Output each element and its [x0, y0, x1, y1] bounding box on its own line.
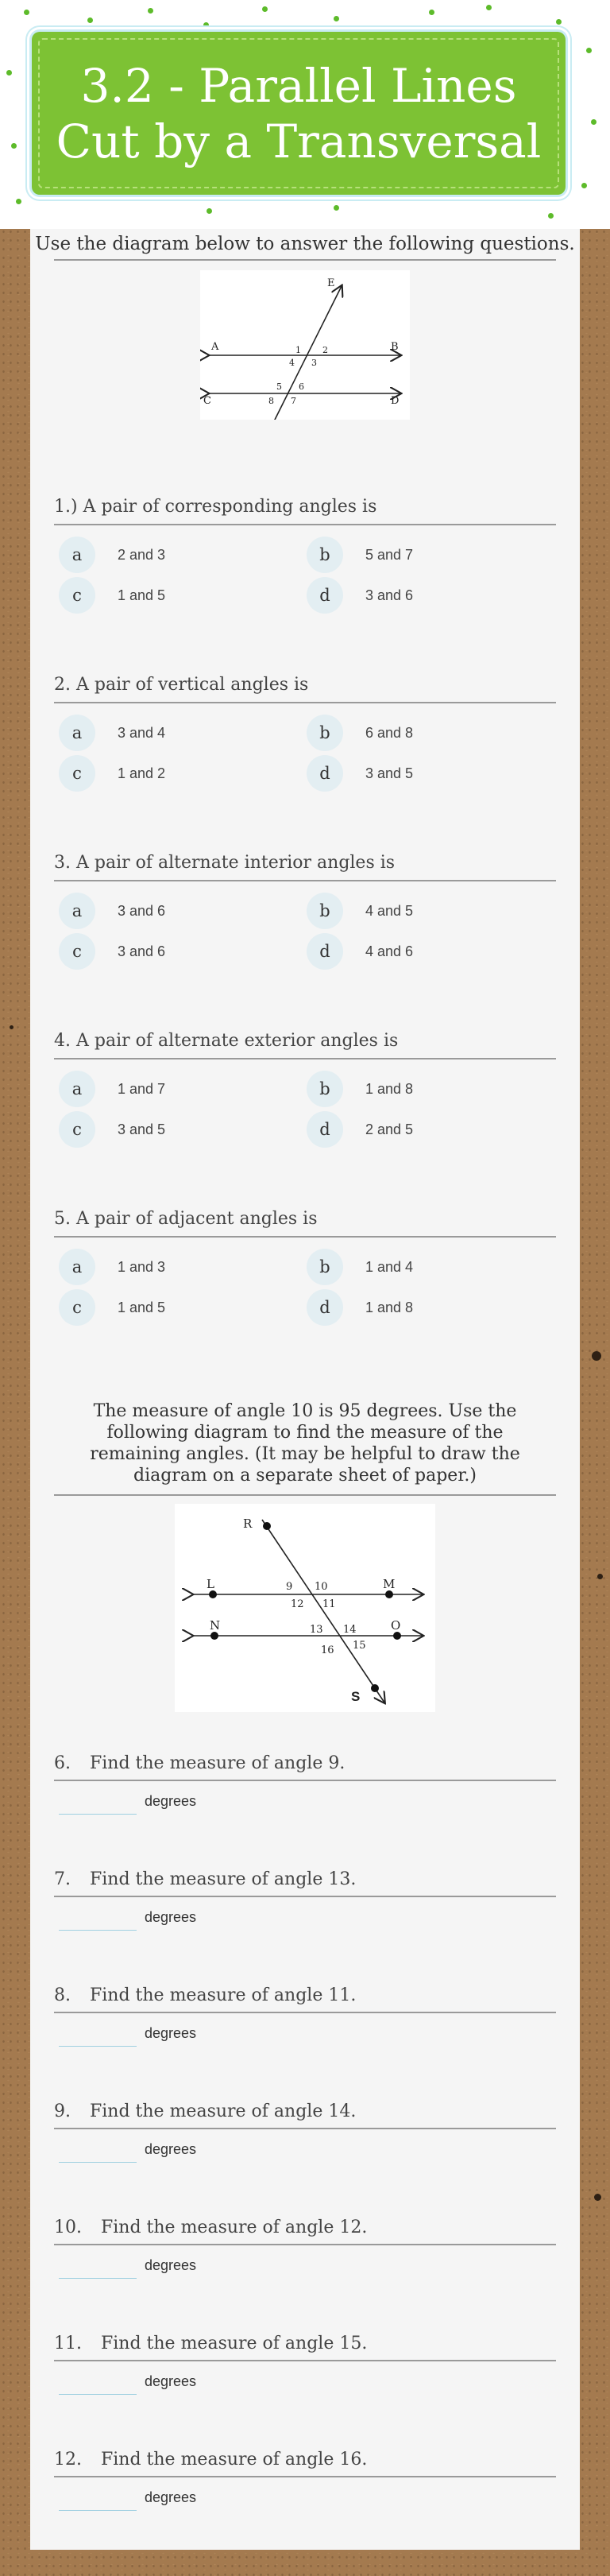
option-text: 3 and 6 — [118, 902, 166, 919]
answer-option-d[interactable] — [307, 1289, 413, 1326]
angle-label-14: 14 — [343, 1624, 357, 1636]
question-number: 8. — [54, 1985, 71, 2005]
question-divider — [54, 1780, 556, 1781]
question-text: Find the measure of angle 12. — [101, 2218, 368, 2237]
point-label-l: L — [207, 1577, 214, 1591]
option-letter-bubble[interactable]: d — [307, 755, 343, 792]
divider — [54, 259, 556, 261]
question-title: 5. A pair of adjacent angles is — [54, 1209, 318, 1229]
answer-option-d[interactable] — [307, 755, 413, 792]
title-banner — [32, 32, 566, 195]
answer-row — [59, 2370, 196, 2395]
option-letter-bubble[interactable]: c — [59, 1289, 95, 1326]
point-label-o: O — [391, 1618, 401, 1633]
angle-label-16: 16 — [321, 1644, 334, 1656]
question-text: Find the measure of angle 15. — [101, 2334, 368, 2353]
option-letter-bubble[interactable]: c — [59, 577, 95, 614]
option-text: 1 and 5 — [118, 587, 166, 603]
question-divider — [54, 1058, 556, 1059]
question-divider — [54, 880, 556, 881]
point-label-e: E — [327, 277, 335, 289]
option-text: 3 and 5 — [118, 1121, 166, 1137]
fill-question-title — [54, 2101, 356, 2121]
answer-option-c[interactable] — [59, 933, 165, 970]
angle-label-11: 11 — [322, 1598, 336, 1610]
option-letter-bubble[interactable]: c — [59, 1111, 95, 1148]
question-divider — [54, 524, 556, 525]
option-letter-bubble[interactable]: d — [307, 1289, 343, 1326]
answer-blank-input[interactable] — [59, 2138, 137, 2163]
question-number: 6. — [54, 1753, 71, 1773]
answer-option-a[interactable] — [59, 893, 165, 929]
question-divider — [54, 1896, 556, 1897]
fill-question-title — [54, 2334, 367, 2353]
fill-question-title — [54, 1985, 356, 2005]
point-label-d: D — [391, 395, 400, 407]
answer-blank-input[interactable] — [59, 2370, 137, 2395]
answer-row — [59, 1790, 196, 1815]
fill-question-title — [54, 1753, 345, 1773]
answer-blank-input[interactable] — [59, 2486, 137, 2511]
option-letter-bubble[interactable]: d — [307, 933, 343, 970]
angle-label-6: 6 — [299, 382, 304, 392]
point-label-c: C — [203, 395, 211, 407]
option-letter-bubble[interactable]: c — [59, 933, 95, 970]
option-text: 3 and 6 — [118, 943, 166, 959]
point-label-n: N — [210, 1618, 221, 1633]
instructions: Use the diagram below to answer the following questions. — [35, 234, 575, 254]
angle-label-5: 5 — [276, 382, 282, 392]
unit-label: degrees — [145, 1909, 197, 1925]
answer-option-b[interactable] — [307, 1071, 413, 1107]
answer-blank-input[interactable] — [59, 2022, 137, 2047]
worksheet-paper — [30, 229, 580, 2550]
question-divider — [54, 702, 556, 703]
option-text: 1 and 2 — [118, 765, 166, 781]
angle-label-4: 4 — [289, 358, 295, 368]
question-divider — [54, 2244, 556, 2245]
option-letter-bubble[interactable]: b — [307, 1071, 343, 1107]
question-text: Find the measure of angle 11. — [90, 1985, 357, 2005]
option-text: 3 and 4 — [118, 724, 166, 741]
option-letter-bubble[interactable]: b — [307, 1249, 343, 1285]
answer-option-b[interactable] — [307, 537, 413, 573]
answer-option-d[interactable] — [307, 577, 413, 614]
question-divider — [54, 2012, 556, 2013]
angle-label-7: 7 — [291, 396, 296, 406]
option-text: 2 and 3 — [118, 546, 166, 563]
question-divider — [54, 1236, 556, 1238]
question-divider — [54, 2360, 556, 2361]
point-label-m: M — [383, 1577, 396, 1591]
question-divider — [54, 2476, 556, 2477]
option-text: 1 and 8 — [365, 1299, 414, 1315]
answer-option-c[interactable] — [59, 1289, 165, 1326]
answer-option-c[interactable] — [59, 755, 165, 792]
option-text: 1 and 3 — [118, 1258, 166, 1275]
question-title: 2. A pair of vertical angles is — [54, 675, 309, 695]
point-label-r: R — [243, 1517, 253, 1531]
option-text: 3 and 6 — [365, 587, 414, 603]
answer-blank-input[interactable] — [59, 1906, 137, 1931]
option-text: 1 and 4 — [365, 1258, 414, 1275]
angle-label-3: 3 — [311, 358, 317, 368]
answer-option-d[interactable] — [307, 1111, 413, 1148]
point-label-s: S — [351, 1689, 361, 1704]
answer-option-b[interactable] — [307, 893, 413, 929]
unit-label: degrees — [145, 2257, 197, 2273]
question-number: 11. — [54, 2334, 82, 2353]
angle-label-15: 15 — [353, 1640, 366, 1652]
unit-label: degrees — [145, 2373, 197, 2389]
question-number: 10. — [54, 2218, 82, 2237]
unit-label: degrees — [145, 2489, 197, 2505]
option-text: 1 and 7 — [118, 1080, 166, 1097]
angle-label-10: 10 — [315, 1581, 328, 1593]
question-title: 3. A pair of alternate interior angles is — [54, 853, 396, 873]
answer-row — [59, 2138, 196, 2163]
angle-label-2: 2 — [322, 345, 328, 355]
angle-label-1: 1 — [295, 345, 301, 355]
divider — [54, 1494, 556, 1496]
answer-option-a[interactable] — [59, 537, 165, 573]
answer-row — [59, 2022, 196, 2047]
question-text: Find the measure of angle 14. — [90, 2101, 357, 2121]
option-letter-bubble[interactable]: c — [59, 755, 95, 792]
part2-instructions: The measure of angle 10 is 95 degrees. Use the following diagram to find the measure of the remaining angles. (It may be helpful to draw the diagram on a separate sheet of paper.) — [90, 1401, 520, 1486]
option-text: 2 and 5 — [365, 1121, 414, 1137]
angle-label-13: 13 — [310, 1624, 323, 1636]
answer-row — [59, 2254, 196, 2279]
answer-option-c[interactable] — [59, 577, 165, 614]
answer-option-b[interactable] — [307, 715, 413, 751]
angle-label-9: 9 — [286, 1581, 293, 1593]
option-text: 1 and 5 — [118, 1299, 166, 1315]
option-letter-bubble[interactable]: a — [59, 1249, 95, 1285]
question-divider — [54, 2128, 556, 2129]
unit-label: degrees — [145, 1793, 197, 1809]
answer-row — [59, 1906, 196, 1931]
option-text: 6 and 8 — [365, 724, 414, 741]
question-text: Find the measure of angle 13. — [90, 1869, 357, 1889]
option-letter-bubble[interactable]: b — [307, 893, 343, 929]
answer-option-a[interactable] — [59, 1071, 165, 1107]
option-letter-bubble[interactable]: b — [307, 537, 343, 573]
option-text: 3 and 5 — [365, 765, 414, 781]
fill-question-title — [54, 2450, 367, 2469]
angle-label-8: 8 — [268, 396, 274, 406]
question-number: 7. — [54, 1869, 71, 1889]
answer-option-c[interactable] — [59, 1111, 165, 1148]
answer-blank-input[interactable] — [59, 2254, 137, 2279]
option-letter-bubble[interactable]: d — [307, 577, 343, 614]
point-label-a: A — [211, 341, 219, 353]
transversal-diagram-2 — [175, 1504, 435, 1712]
unit-label: degrees — [145, 2141, 197, 2157]
fill-question-title — [54, 2218, 367, 2237]
option-letter-bubble[interactable]: a — [59, 1071, 95, 1107]
option-letter-bubble[interactable]: a — [59, 537, 95, 573]
option-letter-bubble[interactable]: a — [59, 893, 95, 929]
answer-option-a[interactable] — [59, 715, 165, 751]
option-letter-bubble[interactable]: b — [307, 715, 343, 751]
angle-label-12: 12 — [291, 1598, 304, 1610]
answer-option-b[interactable] — [307, 1249, 413, 1285]
option-letter-bubble[interactable]: d — [307, 1111, 343, 1148]
answer-option-d[interactable] — [307, 933, 413, 970]
question-text: Find the measure of angle 9. — [90, 1753, 346, 1773]
option-text: 4 and 6 — [365, 943, 414, 959]
option-text: 5 and 7 — [365, 546, 414, 563]
unit-label: degrees — [145, 2025, 197, 2041]
answer-option-a[interactable] — [59, 1249, 165, 1285]
point-label-b: B — [391, 341, 399, 353]
page-title: 3.2 - Parallel Lines Cut by a Transversal — [56, 58, 542, 169]
fill-question-title — [54, 1869, 356, 1889]
option-text: 4 and 5 — [365, 902, 414, 919]
question-title: 1.) A pair of corresponding angles is — [54, 497, 377, 517]
question-text: Find the measure of angle 16. — [101, 2450, 368, 2469]
option-text: 1 and 8 — [365, 1080, 414, 1097]
question-number: 9. — [54, 2101, 71, 2121]
answer-row — [59, 2486, 196, 2511]
question-title: 4. A pair of alternate exterior angles is — [54, 1031, 399, 1051]
transversal-diagram-1 — [200, 270, 410, 420]
answer-blank-input[interactable] — [59, 1790, 137, 1815]
question-number: 12. — [54, 2450, 82, 2469]
option-letter-bubble[interactable]: a — [59, 715, 95, 751]
